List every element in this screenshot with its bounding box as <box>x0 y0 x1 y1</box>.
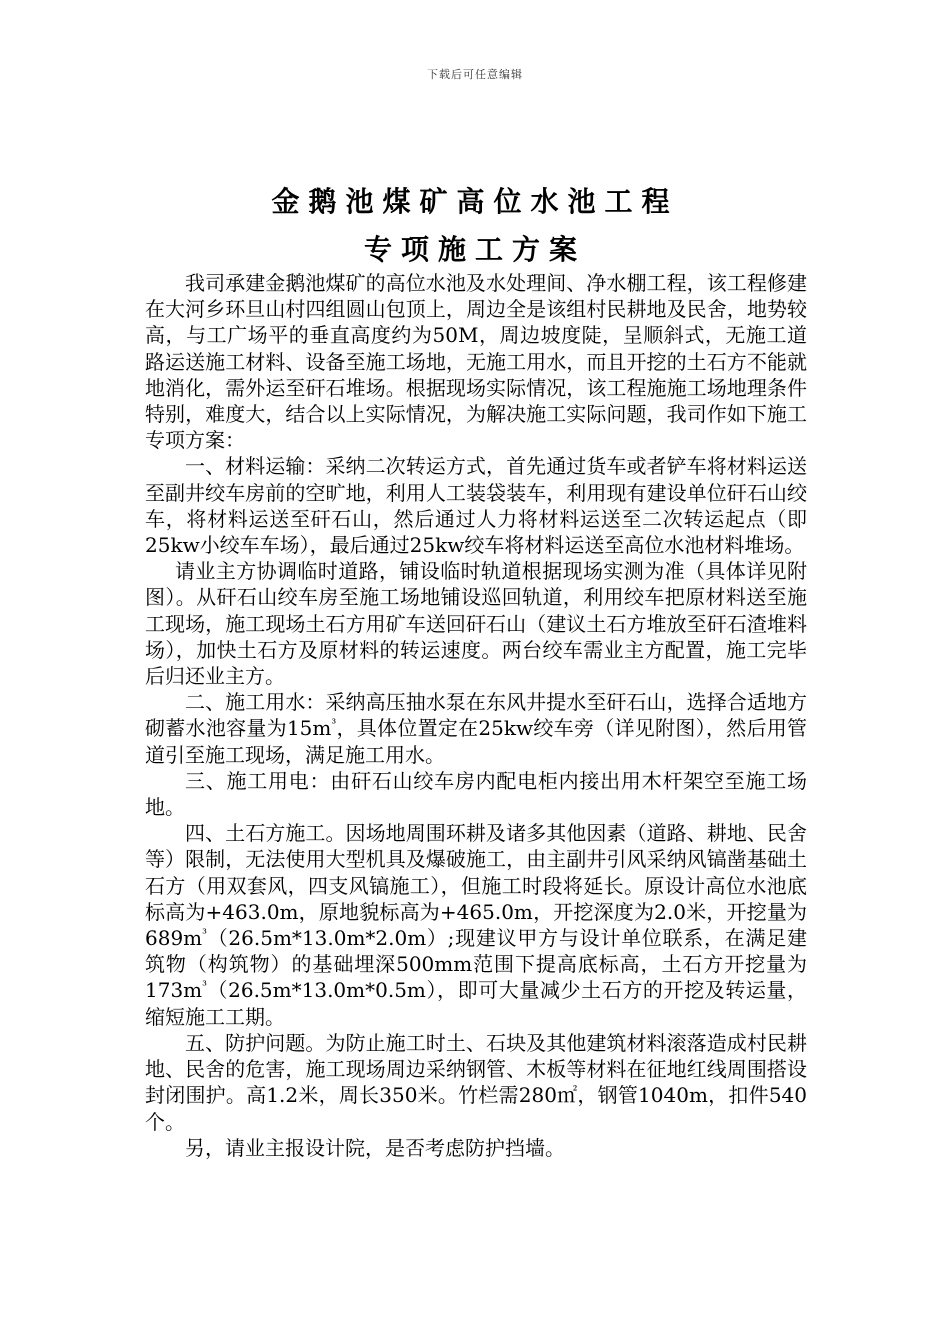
paragraph-construction-water <box>145 689 807 768</box>
header-note: 下载后可任意编辑 <box>427 68 523 81</box>
paragraph-protection: 五、防护问题。为防止施工时土、石块及其他建筑材料滚落造成村民耕地、民舍的危害，施工现场周边采纳钢管、木板等材料在征地红线周围搭设封闭围护。高1.2米，周长350米。竹栏需280㎡，钢管1040m，扣件540个。 <box>145 1030 807 1134</box>
document-body <box>145 270 807 1161</box>
superscript-cubic: ³ <box>202 978 207 993</box>
paragraph-text: （26.5m*13.0m*0.5m），即可大量减少土石方的开挖及转运量，缩短施工工期。 <box>145 978 807 1029</box>
superscript-cubic: ³ <box>331 716 337 731</box>
paragraph-material-transport: 一、材料运输：采纳二次转运方式，首先通过货车或者铲车将材料运送至副井绞车房前的空旷地，利用人工装袋装车，利用现有建设单位矸石山绞车，将材料运送至矸石山，然后通过人力将材料运送至二次转运起点（即25kw小绞车车场），最后通过25kw绞车将材料运送至高位水池材料堆场。 <box>145 454 807 558</box>
paragraph-text: 二、施工用水：采纳高压抽水泵在东风井提水至矸石山，选择合适地方砌蓄水池容量为15m <box>145 690 807 741</box>
superscript-cubic: ³ <box>202 926 207 941</box>
paragraph-construction-power: 三、施工用电：由矸石山绞车房内配电柜内接出用木杆架空至施工场地。 <box>145 768 807 820</box>
paragraph-text: （26.5m*13.0m*2.0m）;现建议甲方与设计单位联系，在满足建筑物（构筑物）的基础埋深500mm范围下提高底标高，土石方开挖量为173m <box>145 926 807 1003</box>
paragraph-intro: 我司承建金鹅池煤矿的高位水池及水处理间、净水棚工程，该工程修建在大河乡环旦山村四组圆山包顶上，周边全是该组村民耕地及民舍，地势较高，与工广场平的垂直高度约为50M，周边坡度陡，呈顺斜式，无施工道路运送施工材料、设备至施工场地，无施工用水，而且开挖的土石方不能就地消化，需外运至矸石堆场。根据现场实际情况，该工程施施工场地理条件特别，难度大，结合以上实际情况，为解决施工实际问题，我司作如下施工专项方案： <box>145 271 807 453</box>
paragraph-text: 四、土石方施工。因场地周围环耕及诸多其他因素（道路、耕地、民舍等）限制，无法使用大型机具及爆破施工，由主副井引风采纳风镐凿基础土石方（用双套风，四支风镐施工），但施工时段将延长。原设计高位水池底标高为+463.0m，原地貌标高为+465.0m，开挖深度为2.0米，开挖量为689m <box>145 821 807 951</box>
paragraph-closing: 另，请业主报设计院，是否考虑防护挡墙。 <box>185 1135 565 1160</box>
paragraph-temporary-road: 请业主方协调临时道路，铺设临时轨道根据现场实测为准（具体详见附图）。从矸石山绞车房至施工场地铺设巡回轨道，利用绞车把原材料送至施工现场，施工现场土石方用矿车送回矸石山（建议土石方堆放至矸石渣堆料场），加快土石方及原材料的转运速度。两台绞车需业主方配置，施工完毕后归还业主方。 <box>145 559 807 689</box>
document-subtitle: 专项施工方案 <box>363 233 586 266</box>
paragraph-earthwork <box>145 820 807 1030</box>
paragraph-text: ，具体位置定在25kw绞车旁（详见附图），然后用管道引至施工现场，满足施工用水。 <box>145 716 808 767</box>
document-title: 金鹅池煤矿高位水池工程 <box>271 185 679 218</box>
